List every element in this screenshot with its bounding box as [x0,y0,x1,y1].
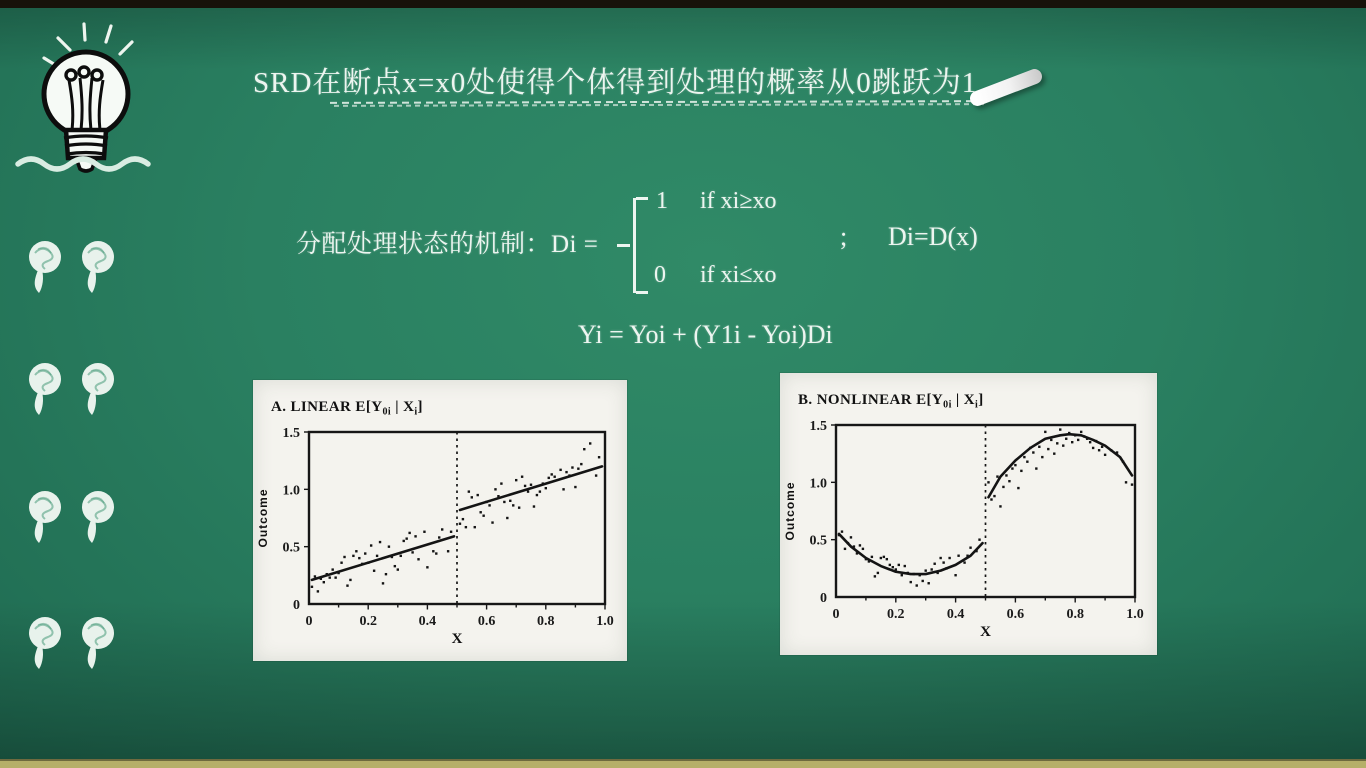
svg-text:1.5: 1.5 [282,426,300,441]
svg-text:Outcome: Outcome [783,481,797,541]
nonlinear-rd-chart [780,373,1157,655]
quote-pair-2 [26,362,117,418]
case-condition-treated: if xi≥xo [700,188,777,214]
potential-outcome-formula: Yi = Yoi + (Y1i - Yoi)Di [578,320,833,349]
quote-mark-icon [26,362,64,418]
svg-text:0.2: 0.2 [887,607,905,622]
svg-text:0.4: 0.4 [418,614,437,629]
svg-text:1.0: 1.0 [596,614,614,629]
title-underline [330,100,984,108]
svg-text:0.6: 0.6 [477,614,496,629]
quote-mark-icon [26,240,64,296]
svg-text:0.8: 0.8 [537,614,555,629]
svg-text:0.2: 0.2 [359,614,377,629]
brace-dash [617,244,630,247]
quote-pair-3 [26,490,117,546]
svg-text:1.0: 1.0 [1126,607,1144,622]
quote-mark-icon [79,362,117,418]
top-frame-edge [0,0,1366,8]
case-condition-untreated: if xi≤xo [700,262,777,288]
cases-brace [633,198,650,293]
svg-text:0: 0 [293,598,300,613]
svg-text:1.5: 1.5 [809,419,827,434]
svg-text:X: X [451,631,463,647]
quote-mark-icon [26,616,64,672]
chart-panel-linear [253,380,627,661]
linear-rd-chart [253,380,627,661]
svg-text:0.4: 0.4 [946,607,965,622]
svg-text:0.6: 0.6 [1006,607,1025,622]
svg-text:Outcome: Outcome [256,488,270,548]
svg-text:0.5: 0.5 [809,533,827,549]
chalk-stick [968,67,1044,108]
chart-panel-nonlinear [780,373,1157,655]
svg-text:0.5: 0.5 [282,540,300,556]
svg-text:A. LINEAR E[Y0i | Xi]: A. LINEAR $E[Y_{0i}$ | $X_i$] [271,399,423,418]
case-value-untreated: 0 [654,262,666,288]
case-value-treated: 1 [656,188,668,214]
svg-text:B. NONLINEAR E[Y0i | Xi]: B. NONLINEAR $E[Y_{0i}$ | $X_i$] [798,392,984,411]
lightbulb-icon [14,12,154,182]
bottom-frame-edge [0,761,1366,768]
svg-text:0: 0 [832,607,840,622]
deterministic-function-note: Di=D(x) [888,222,978,251]
quote-pair-1 [26,240,117,296]
mechanism-formula-label: 分配处理状态的机制：Di = [296,231,599,258]
quote-mark-icon [79,240,117,296]
quote-pair-4 [26,616,117,672]
svg-text:1.0: 1.0 [809,476,827,492]
formula-separator: ; [840,222,848,251]
svg-text:0: 0 [305,614,313,629]
svg-text:1.0: 1.0 [282,483,300,499]
page-title: SRD在断点x=x0处使得个体得到处理的概率从0跳跃为1 [253,67,978,99]
svg-text:0.8: 0.8 [1066,607,1084,622]
quote-mark-icon [79,490,117,546]
quote-mark-icon [79,616,117,672]
svg-text:0: 0 [820,591,827,606]
svg-text:X: X [980,624,991,640]
quote-mark-icon [26,490,64,546]
